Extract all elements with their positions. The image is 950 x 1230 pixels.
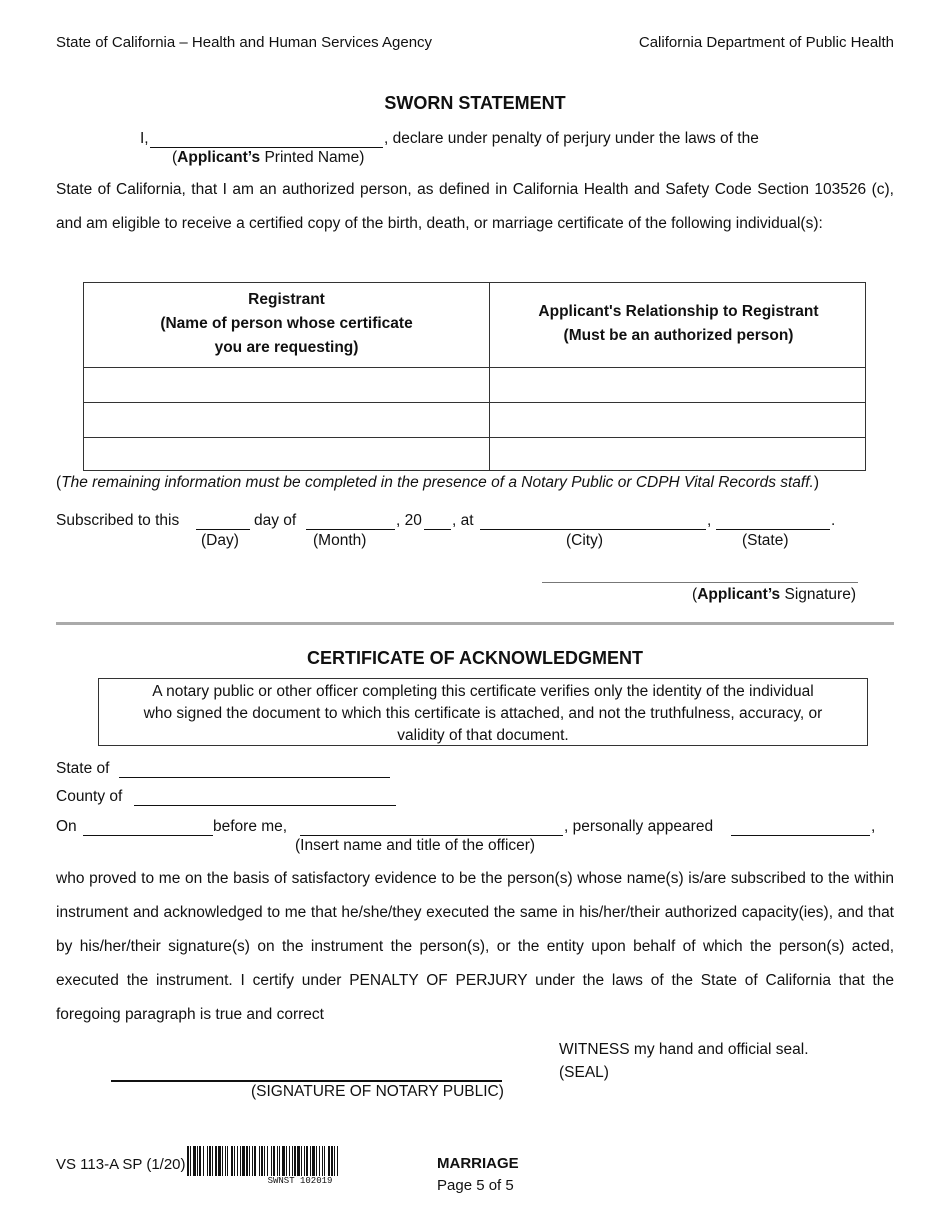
appeared-name-field[interactable] (731, 818, 870, 836)
registrant-cell-3[interactable] (85, 438, 488, 470)
agency-left: State of California – Health and Human Services Agency (56, 34, 433, 51)
registrant-cell-1[interactable] (85, 368, 488, 401)
officer-caption: (Insert name and title of the officer) (295, 837, 536, 854)
month-caption: (Month) (313, 532, 367, 549)
applicant-name-field[interactable] (150, 130, 383, 148)
state-of-field[interactable] (119, 760, 390, 778)
state-of-label: State of (56, 760, 110, 777)
registrant-header: Registrant (Name of person whose certificate you are requesting) (160, 291, 413, 356)
at-text: , at (452, 512, 474, 529)
year-field[interactable] (424, 512, 451, 530)
day-field[interactable] (196, 512, 250, 530)
day-of-text: day of (254, 512, 297, 529)
section-divider (56, 622, 894, 625)
barcode-bars-icon (187, 1146, 413, 1176)
barcode (187, 1146, 413, 1186)
state-caption: (State) (742, 532, 789, 549)
relationship-cell-3[interactable] (491, 438, 865, 470)
subscribed-text: Subscribed to this (56, 512, 180, 529)
declare-text: , declare under penalty of perjury under the laws of the (384, 130, 759, 147)
appeared-comma: , (871, 818, 876, 835)
state-period: . (831, 512, 836, 529)
relationship-cell-2[interactable] (491, 403, 865, 436)
on-label: On (56, 818, 77, 835)
seal-text: (SEAL) (559, 1064, 609, 1081)
city-comma: , (707, 512, 712, 529)
witness-text: WITNESS my hand and official seal. (559, 1041, 809, 1058)
relationship-header: Applicant's Relationship to Registrant (Must be an authorized person) (538, 303, 819, 344)
barcode-text: SWNST 102019 (267, 1176, 333, 1186)
applicant-signature-field[interactable] (542, 566, 858, 583)
relationship-cell-1[interactable] (491, 368, 865, 401)
state-field[interactable] (716, 512, 830, 530)
city-field[interactable] (480, 512, 706, 530)
agency-right: California Department of Public Health (638, 34, 894, 51)
sworn-statement-title: SWORN STATEMENT (384, 93, 566, 113)
page-number: Page 5 of 5 (437, 1177, 514, 1194)
registrant-table (83, 282, 866, 471)
applicant-name-caption: (Applicant’s Printed Name) (172, 149, 365, 166)
registrant-cell-2[interactable] (85, 403, 488, 436)
month-field[interactable] (306, 512, 395, 530)
notary-notice: (The remaining information must be completed in the presence of a Notary Public or CDPH Vital Records staff.) (56, 474, 820, 491)
officer-field[interactable] (300, 818, 563, 836)
notary-signature-field[interactable] (111, 1064, 502, 1082)
acknowledgment-paragraph: who proved to me on the basis of satisfactory evidence to be the person(s) whose name(s) is/are subscribed to the within instrument and acknowledged to me that he/she/they executed the same in his/her/their authorized capacity(ies), and that by his/her/their signature(s) on the instrument the person(s), or the entity upon behalf of which the person(s) acted, executed the instrument. I certify under PENALTY OF PERJURY under the laws of the State of California that the foregoing paragraph is true and correct (56, 870, 894, 1023)
before-me-label: before me, (213, 818, 288, 835)
century-text: , 20 (396, 512, 422, 529)
date-field[interactable] (83, 818, 213, 836)
city-caption: (City) (566, 532, 604, 549)
applicant-signature-caption: (Applicant’s Signature) (692, 586, 856, 603)
acknowledgment-title: CERTIFICATE OF ACKNOWLEDGMENT (307, 648, 643, 668)
county-of-field[interactable] (134, 788, 396, 806)
form-id: VS 113-A SP (1/20) (56, 1156, 186, 1173)
notary-signature-caption: (SIGNATURE OF NOTARY PUBLIC) (251, 1083, 504, 1100)
sworn-paragraph: State of California, that I am an authorized person, as defined in California Health and Safety Code Section 103526 (c), and am eligible to receive a certified copy of the birth, death, or marriage certificate of the following individual(s): (56, 181, 894, 232)
county-of-label: County of (56, 788, 123, 805)
i-prefix: I, (140, 130, 149, 147)
day-caption: (Day) (201, 532, 239, 549)
notary-disclaimer-box: A notary public or other officer completing this certificate verifies only the identity of the individual who signed the document to which this certificate is attached, and not the truthfulness, accuracy, or validity of that document. (98, 678, 868, 746)
personally-appeared-label: , personally appeared (564, 818, 714, 835)
section-name: MARRIAGE (437, 1155, 519, 1172)
